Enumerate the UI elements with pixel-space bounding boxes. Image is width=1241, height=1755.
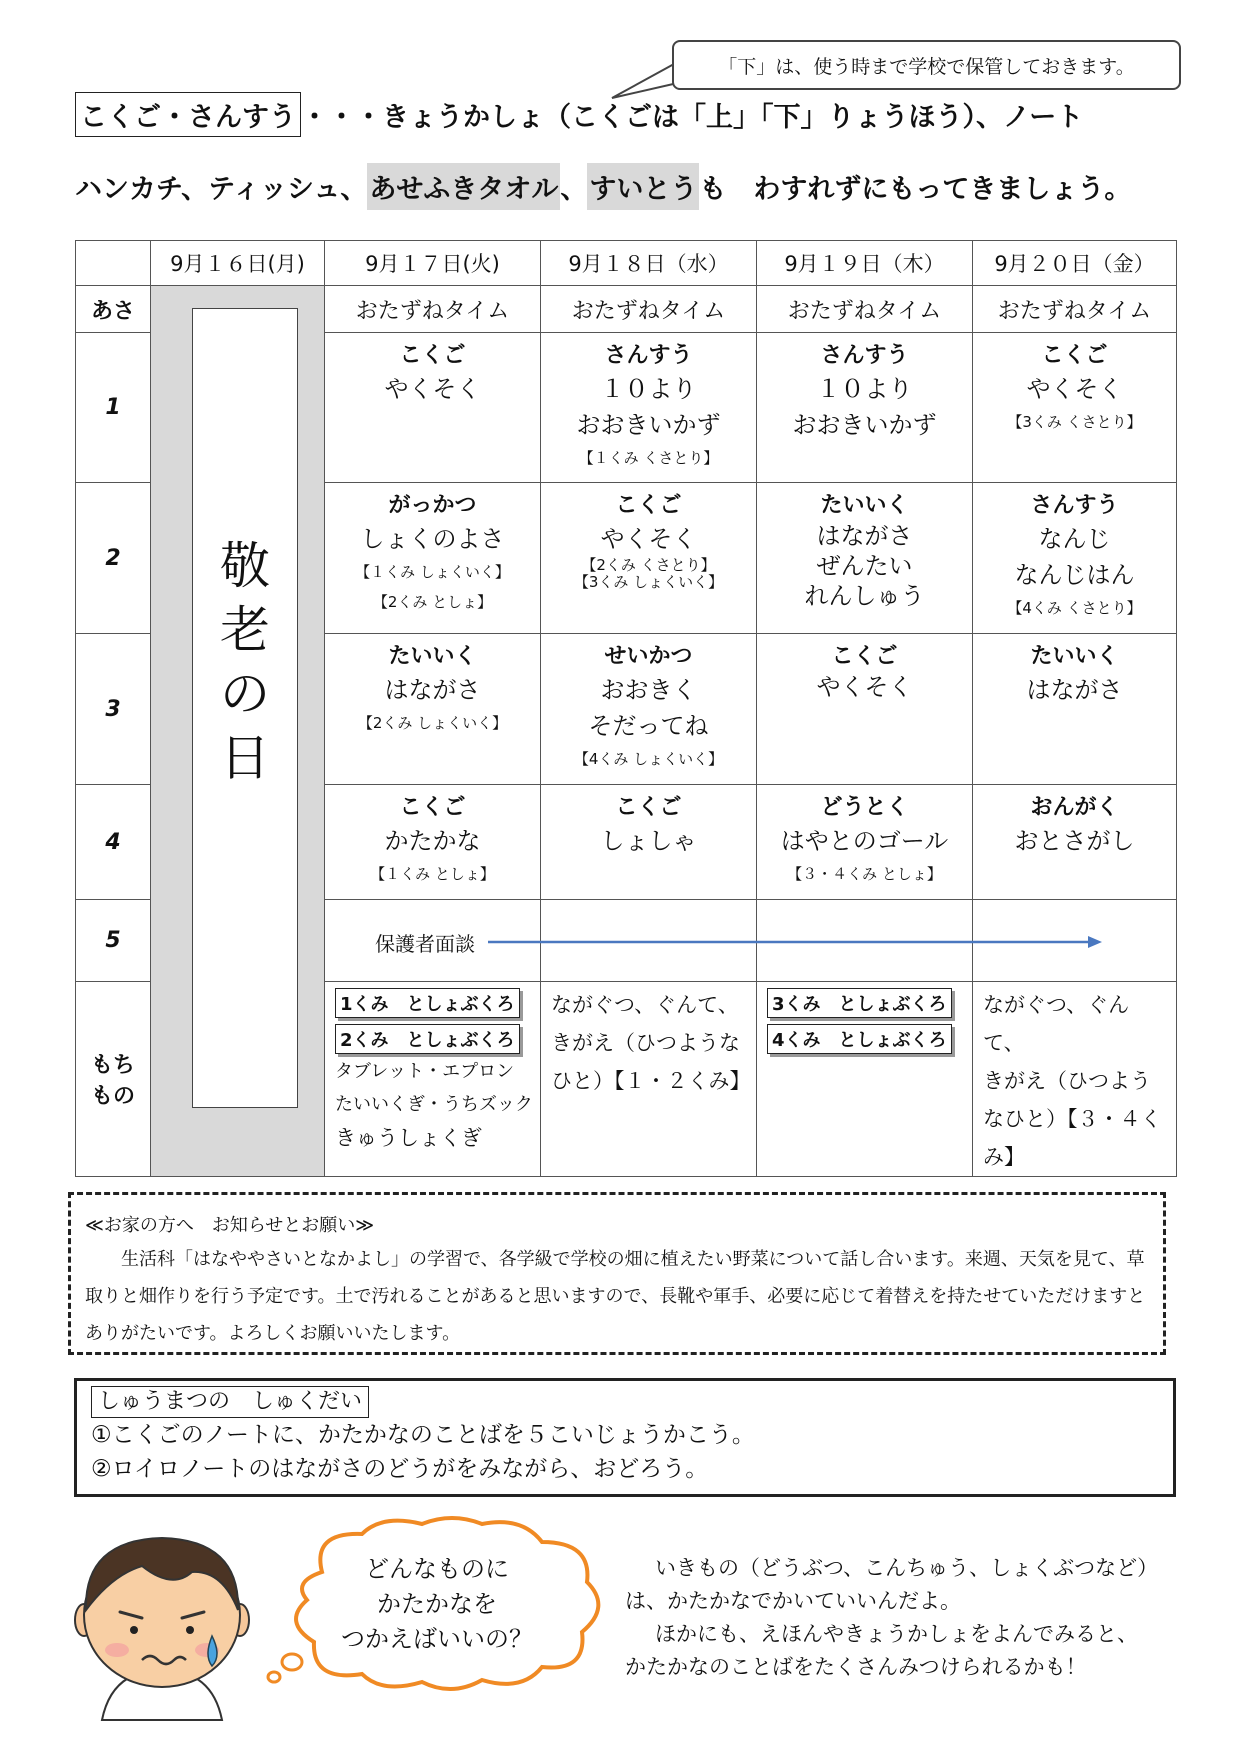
topic: なんじ bbox=[1038, 525, 1111, 553]
subject: さんすう bbox=[1030, 493, 1119, 518]
lesson-cell bbox=[973, 483, 1177, 634]
topic: １０より bbox=[600, 375, 697, 403]
topic: おとさがし bbox=[1014, 827, 1135, 855]
topic: おおきいかず bbox=[792, 411, 937, 439]
library-bag-badge: 2くみ としょぶくろ bbox=[335, 1024, 520, 1054]
topic: しょくのよさ bbox=[360, 525, 505, 553]
topic: おおきいかず bbox=[576, 411, 721, 439]
topic: そだってね bbox=[588, 712, 709, 740]
holiday-char: 敬 bbox=[220, 537, 270, 595]
class-note: 【１くみ くさとり】 bbox=[578, 449, 719, 467]
items-cell bbox=[541, 982, 757, 1177]
topic: やくそく bbox=[600, 525, 697, 553]
thought-line: つかえばいいの？ bbox=[341, 1625, 533, 1653]
items-cell bbox=[325, 982, 541, 1177]
class-note: 【4くみ くさとり】 bbox=[1007, 599, 1142, 617]
thought-line: かたかなを bbox=[377, 1590, 497, 1618]
class-note: 【4くみ しょくいく】 bbox=[573, 750, 724, 768]
item-text bbox=[973, 982, 1176, 1176]
thought-cloud-text bbox=[318, 1552, 556, 1657]
subject: こくご bbox=[1041, 343, 1108, 368]
holiday-char: 日 bbox=[220, 729, 270, 787]
lesson-cell bbox=[757, 483, 973, 634]
item-line: きがえ（ひつようなひと）【３・４くみ】 bbox=[983, 1069, 1162, 1169]
item-line: ながぐつ、ぐんて、 bbox=[551, 993, 739, 1017]
parent-notice-box bbox=[68, 1192, 1166, 1355]
class-note: 【2くみ としょ】 bbox=[372, 593, 493, 611]
item-text: たいいくぎ・うちズック bbox=[335, 1094, 533, 1115]
day-header: 9月１９日（木） bbox=[757, 241, 973, 286]
towel-highlight: あせふきタオル bbox=[367, 163, 560, 210]
explanation-line: ほかにも、えほんやきょうかしょをよんでみると、 bbox=[655, 1622, 1138, 1646]
items-label-line-2: もの bbox=[90, 1084, 135, 1109]
homework-item: ②ロイロノートのはながさのどうがをみながら、おどろう。 bbox=[91, 1456, 709, 1482]
weekend-homework-box bbox=[74, 1378, 1176, 1497]
holiday-char: の bbox=[220, 665, 270, 723]
lesson-cell bbox=[973, 634, 1177, 785]
interview-arrow-icon bbox=[488, 932, 1108, 952]
row-label-period-2: 2 bbox=[76, 483, 151, 634]
storage-note-bubble bbox=[672, 40, 1181, 90]
morning-cell: おたずねタイム bbox=[325, 286, 541, 333]
parent-interview-label: 保護者面談 bbox=[375, 932, 475, 956]
notice-body: 生活科「はなややさいとなかよし」の学習で、各学級で学校の畑に植えたい野菜について話し合います。来週、天気を見て、草取りと畑作りを行う予定です。土で汚れることがあると思いますので、長靴や軍手、必要に応じて着替えを持たせていただけますとありがたいです。よろしくお願いいたします。 bbox=[85, 1249, 1146, 1344]
item-line: きがえ（ひつようなひと）【１・２くみ】 bbox=[551, 1031, 751, 1093]
items-text-c: 、 bbox=[560, 174, 588, 205]
subject: さんすう bbox=[604, 343, 693, 368]
class-note: 【３・４くみ としょ】 bbox=[787, 865, 942, 883]
day-header: 9月２０日（金） bbox=[973, 241, 1177, 286]
topic: れんしゅう bbox=[804, 582, 925, 610]
holiday-label-box bbox=[192, 308, 298, 1108]
lesson-cell bbox=[325, 483, 541, 634]
day-header: 9月１６日(月) bbox=[151, 241, 325, 286]
explanation-line: いきもの（どうぶつ、こんちゅう、しょくぶつなど） bbox=[655, 1556, 1159, 1580]
subject: おんがく bbox=[1030, 795, 1119, 820]
water-bottle-highlight: すいとう bbox=[587, 163, 699, 210]
lesson-cell bbox=[541, 634, 757, 785]
library-bag-badge: 3くみ としょぶくろ bbox=[767, 988, 952, 1018]
lesson-cell bbox=[973, 333, 1177, 483]
katakana-explanation bbox=[625, 1552, 1185, 1684]
lesson-cell bbox=[325, 785, 541, 900]
class-note: 【3くみ くさとり】 bbox=[1007, 413, 1142, 431]
topic: はやとのゴール bbox=[780, 827, 949, 855]
items-text-e: も わすれずにもってきましょう。 bbox=[699, 174, 1132, 205]
class-note: 【2くみ くさとり】 bbox=[581, 556, 716, 574]
items-text-a: ハンカチ、ティッシュ、 bbox=[75, 174, 368, 205]
class-note: 【3くみ しょくいく】 bbox=[573, 573, 724, 591]
item-text bbox=[541, 982, 756, 1100]
homework-title: しゅうまつの しゅくだい bbox=[91, 1386, 369, 1418]
morning-cell: おたずねタイム bbox=[757, 286, 973, 333]
lesson-cell bbox=[973, 785, 1177, 900]
subject: こくご bbox=[399, 795, 466, 820]
subject: どうとく bbox=[820, 795, 909, 820]
items-cell bbox=[757, 982, 973, 1177]
corner-cell bbox=[76, 241, 151, 286]
row-label-morning: あさ bbox=[76, 286, 151, 333]
lesson-cell bbox=[541, 785, 757, 900]
topic: はながさ bbox=[384, 676, 481, 704]
item-line: ながぐつ、ぐんて、 bbox=[983, 993, 1130, 1055]
topic: はながさ bbox=[816, 522, 913, 550]
lesson-cell bbox=[541, 333, 757, 483]
subject: たいいく bbox=[820, 493, 909, 518]
items-label-line-1: もち bbox=[90, 1053, 135, 1078]
thought-line: どんなものに bbox=[365, 1555, 509, 1583]
subject: がっかつ bbox=[388, 493, 477, 518]
topic: おおきく bbox=[600, 676, 697, 704]
morning-cell: おたずねタイム bbox=[541, 286, 757, 333]
lesson-cell bbox=[325, 333, 541, 483]
lesson-cell bbox=[757, 333, 973, 483]
row-label-period-4: 4 bbox=[76, 785, 151, 900]
materials-line-1 bbox=[75, 92, 1083, 137]
homework-item: ①こくごのノートに、かたかなのことばを５こいじょうかこう。 bbox=[91, 1422, 755, 1448]
materials-line-2 bbox=[75, 163, 1131, 210]
row-label-period-1: 1 bbox=[76, 333, 151, 483]
row-label-period-3: 3 bbox=[76, 634, 151, 785]
row-label-items bbox=[76, 982, 151, 1177]
day-header: 9月１８日（水） bbox=[541, 241, 757, 286]
topic: しょしゃ bbox=[600, 827, 697, 855]
lesson-cell bbox=[541, 483, 757, 634]
items-cell bbox=[973, 982, 1177, 1177]
morning-cell: おたずねタイム bbox=[973, 286, 1177, 333]
worried-child-illustration bbox=[72, 1520, 252, 1730]
explanation-line: は、かたかなでかいていいんだよ。 bbox=[625, 1589, 961, 1613]
subject: こくご bbox=[831, 644, 898, 669]
subject: たいいく bbox=[1030, 644, 1119, 669]
holiday-char: 老 bbox=[220, 601, 270, 659]
lesson-cell bbox=[757, 785, 973, 900]
topic: かたかな bbox=[384, 827, 481, 855]
subject: せいかつ bbox=[604, 644, 693, 669]
lesson-cell bbox=[325, 634, 541, 785]
notice-title: ≪お家の方へ お知らせとお願い≫ bbox=[85, 1215, 375, 1236]
topic: はながさ bbox=[1026, 676, 1123, 704]
subjects-boxed-label: こくご・さんすう bbox=[75, 92, 301, 137]
class-note: 【2くみ しょくいく】 bbox=[357, 714, 508, 732]
library-bag-badge: 4くみ としょぶくろ bbox=[767, 1024, 952, 1054]
topic: やくそく bbox=[1026, 375, 1123, 403]
topic: なんじはん bbox=[1014, 561, 1135, 589]
subject: たいいく bbox=[388, 644, 477, 669]
subject: さんすう bbox=[820, 343, 909, 368]
explanation-line: かたかなのことばをたくさんみつけられるかも！ bbox=[625, 1655, 1087, 1679]
subject: こくご bbox=[399, 343, 466, 368]
topic: ぜんたい bbox=[816, 552, 913, 580]
subject: こくご bbox=[615, 493, 682, 518]
topic: １０より bbox=[816, 375, 913, 403]
topic: やくそく bbox=[384, 375, 481, 403]
row-label-period-5: 5 bbox=[76, 900, 151, 982]
library-bag-badge: 1くみ としょぶくろ bbox=[335, 988, 520, 1018]
textbook-note: ・・・きょうかしょ（こくごは「上」「下」りょうほう）、ノート bbox=[301, 102, 1084, 133]
day-header-row bbox=[76, 241, 1177, 286]
subject: こくご bbox=[615, 795, 682, 820]
class-note: 【１くみ としょ】 bbox=[370, 865, 495, 883]
day-header: 9月１７日(火) bbox=[325, 241, 541, 286]
storage-note-text: 「下」は、使う時まで学校で保管しておきます。 bbox=[718, 55, 1135, 78]
class-note: 【１くみ しょくいく】 bbox=[355, 563, 510, 581]
topic: やくそく bbox=[816, 673, 913, 701]
item-text: きゅうしょくぎ bbox=[335, 1126, 482, 1150]
lesson-cell bbox=[757, 634, 973, 785]
item-text: タブレット・エプロン bbox=[335, 1061, 515, 1082]
